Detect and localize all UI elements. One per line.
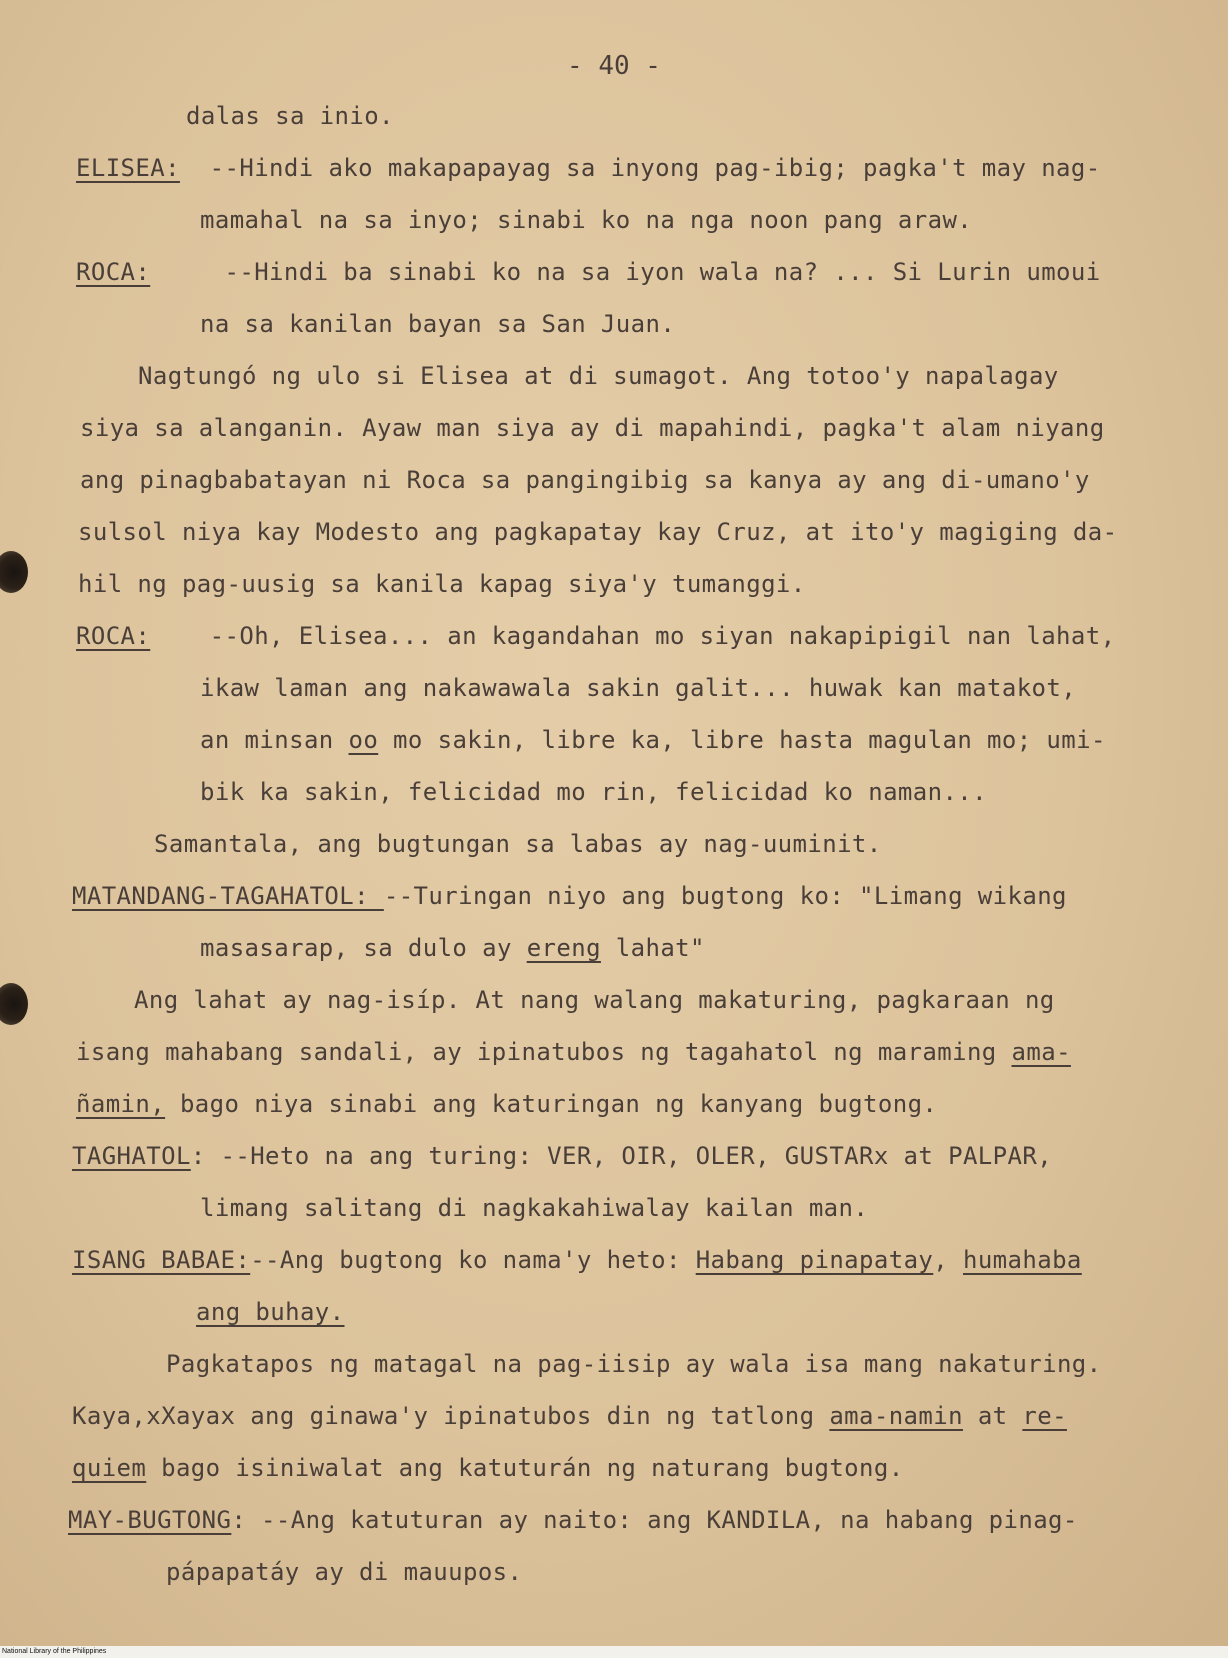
underlined-segment: quiem [72,1454,147,1482]
text-line [72,1442,1228,1494]
text-segment: sulsol niya kay Modesto ang pagkapatay kay Cruz, at ito'y magiging da- [78,518,1118,546]
text-segment: hil ng pag-uusig sa kanila kapag siya'y tumanggi. [78,570,806,598]
text-segment: : --Ang katuturan ay naito: ang KANDILA, na habang pinag- [231,1506,1078,1534]
text-segment: limang salitang di nagkakahiwalay kailan man. [200,1194,869,1222]
text-line [200,1182,1228,1234]
text-line [196,1286,1228,1338]
underlined-segment: humahaba [962,1246,1082,1274]
text-segment: dalas sa inio. [186,102,394,130]
text-line [72,1390,1228,1442]
text-segment: ang pinagbabatayan ni Roca sa pangingibig sa kanya ay ang di-umano'y [80,466,1090,494]
text-line [200,766,1228,818]
text-segment: Ang lahat ay nag-isíp. At nang walang makaturing, pagkaraan ng [134,986,1055,1014]
text-line [76,1078,1228,1130]
text-segment: siya sa alanganin. Ayaw man siya ay di mapahindi, pagka't alam niyang [80,414,1105,442]
text-line [72,1130,1228,1182]
text-segment: --Hindi ako makapapayag sa inyong pag-ibig; pagka't may nag- [179,154,1101,182]
text-segment: an minsan [200,726,349,754]
underlined-segment: Habang pinapatay [695,1246,934,1274]
page-number: - 40 - [567,51,661,81]
text-segment: bago isiniwalat ang katuturán ng naturang bugtong. [146,1454,904,1482]
text-line [80,402,1228,454]
text-line [200,194,1228,246]
binding-hole-lower [0,983,28,1025]
text-line [76,610,1228,662]
text-line [154,818,1228,870]
text-line [68,1494,1228,1546]
text-segment: Samantala, ang bugtungan sa labas ay nag-uuminit. [154,830,882,858]
underlined-segment: ereng [526,934,601,962]
text-line [200,714,1228,766]
text-segment: na sa kanilan bayan sa San Juan. [200,310,676,338]
underlined-segment: ROCA: [76,258,151,286]
text-segment: , [933,1246,963,1274]
text-line [200,922,1228,974]
text-segment: ikaw laman ang nakawawala sakin galit... huwak kan matakot, [200,674,1077,702]
text-segment: Nagtungó ng ulo si Elisea at di sumagot. Ang totoo'y napalagay [138,362,1059,390]
text-segment: pápapatáy ay di mauupos. [166,1558,523,1586]
text-segment: --Turingan niyo ang bugtong ko: "Limang wikang [383,882,1067,910]
text-segment: Pagkatapos ng matagal na pag-iisip ay wala isa mang nakaturing. [166,1350,1102,1378]
text-line [200,298,1228,350]
text-segment: --Oh, Elisea... an kagandahan mo siyan nakapipigil nan lahat, [150,622,1116,650]
text-segment: mamahal na sa inyo; sinabi ko na nga noon pang araw. [200,206,973,234]
underlined-segment: TAGHATOL [72,1142,191,1170]
text-line [80,454,1228,506]
page-bottom-edge [0,1646,1228,1658]
underlined-segment: re- [1022,1402,1067,1430]
text-segment: Kaya,xXayax ang ginawa'y ipinatubos din ng tatlong [72,1402,830,1430]
text-segment: --Ang bugtong ko nama'y heto: [250,1246,696,1274]
underlined-segment: MATANDANG-TAGAHATOL: [72,882,384,910]
underlined-segment: ROCA: [76,622,151,650]
text-segment: lahat" [600,934,705,962]
text-line [78,506,1228,558]
underlined-segment: MAY-BUGTONG [68,1506,232,1534]
text-line [78,558,1228,610]
text-line [72,870,1228,922]
text-segment: at [962,1402,1023,1430]
text-line [72,1234,1228,1286]
underlined-segment: ISANG BABAE: [72,1246,251,1274]
text-line [200,662,1228,714]
footer-credit: National Library of the Philippines [2,1648,107,1655]
text-segment: masasarap, sa dulo ay [200,934,527,962]
binding-hole-upper [0,551,28,593]
text-line [138,350,1228,402]
text-line [166,1338,1228,1390]
text-line [186,90,1228,142]
underlined-segment: ELISEA: [76,154,180,182]
text-line [76,246,1228,298]
text-line [76,142,1228,194]
underlined-segment: ama- [1011,1038,1071,1066]
text-line [134,974,1228,1026]
underlined-segment: oo [348,726,379,754]
text-segment: --Hindi ba sinabi ko na sa iyon wala na? ... Si Lurin umoui [150,258,1101,286]
text-segment: : --Heto na ang turing: VER, OIR, OLER, GUSTARx at PALPAR, [190,1142,1053,1170]
text-line [76,1026,1228,1078]
text-segment: bago niya sinabi ang katuringan ng kanyang bugtong. [165,1090,938,1118]
text-line [166,1546,1228,1598]
underlined-segment: ama-namin [829,1402,963,1430]
underlined-segment: ang buhay. [196,1298,345,1326]
text-segment: bik ka sakin, felicidad mo rin, felicidad ko naman... [200,778,988,806]
underlined-segment: ñamin, [76,1090,166,1118]
text-segment: isang mahabang sandali, ay ipinatubos ng tagahatol ng maraming [76,1038,1012,1066]
text-segment: mo sakin, libre ka, libre hasta magulan mo; umi- [378,726,1106,754]
